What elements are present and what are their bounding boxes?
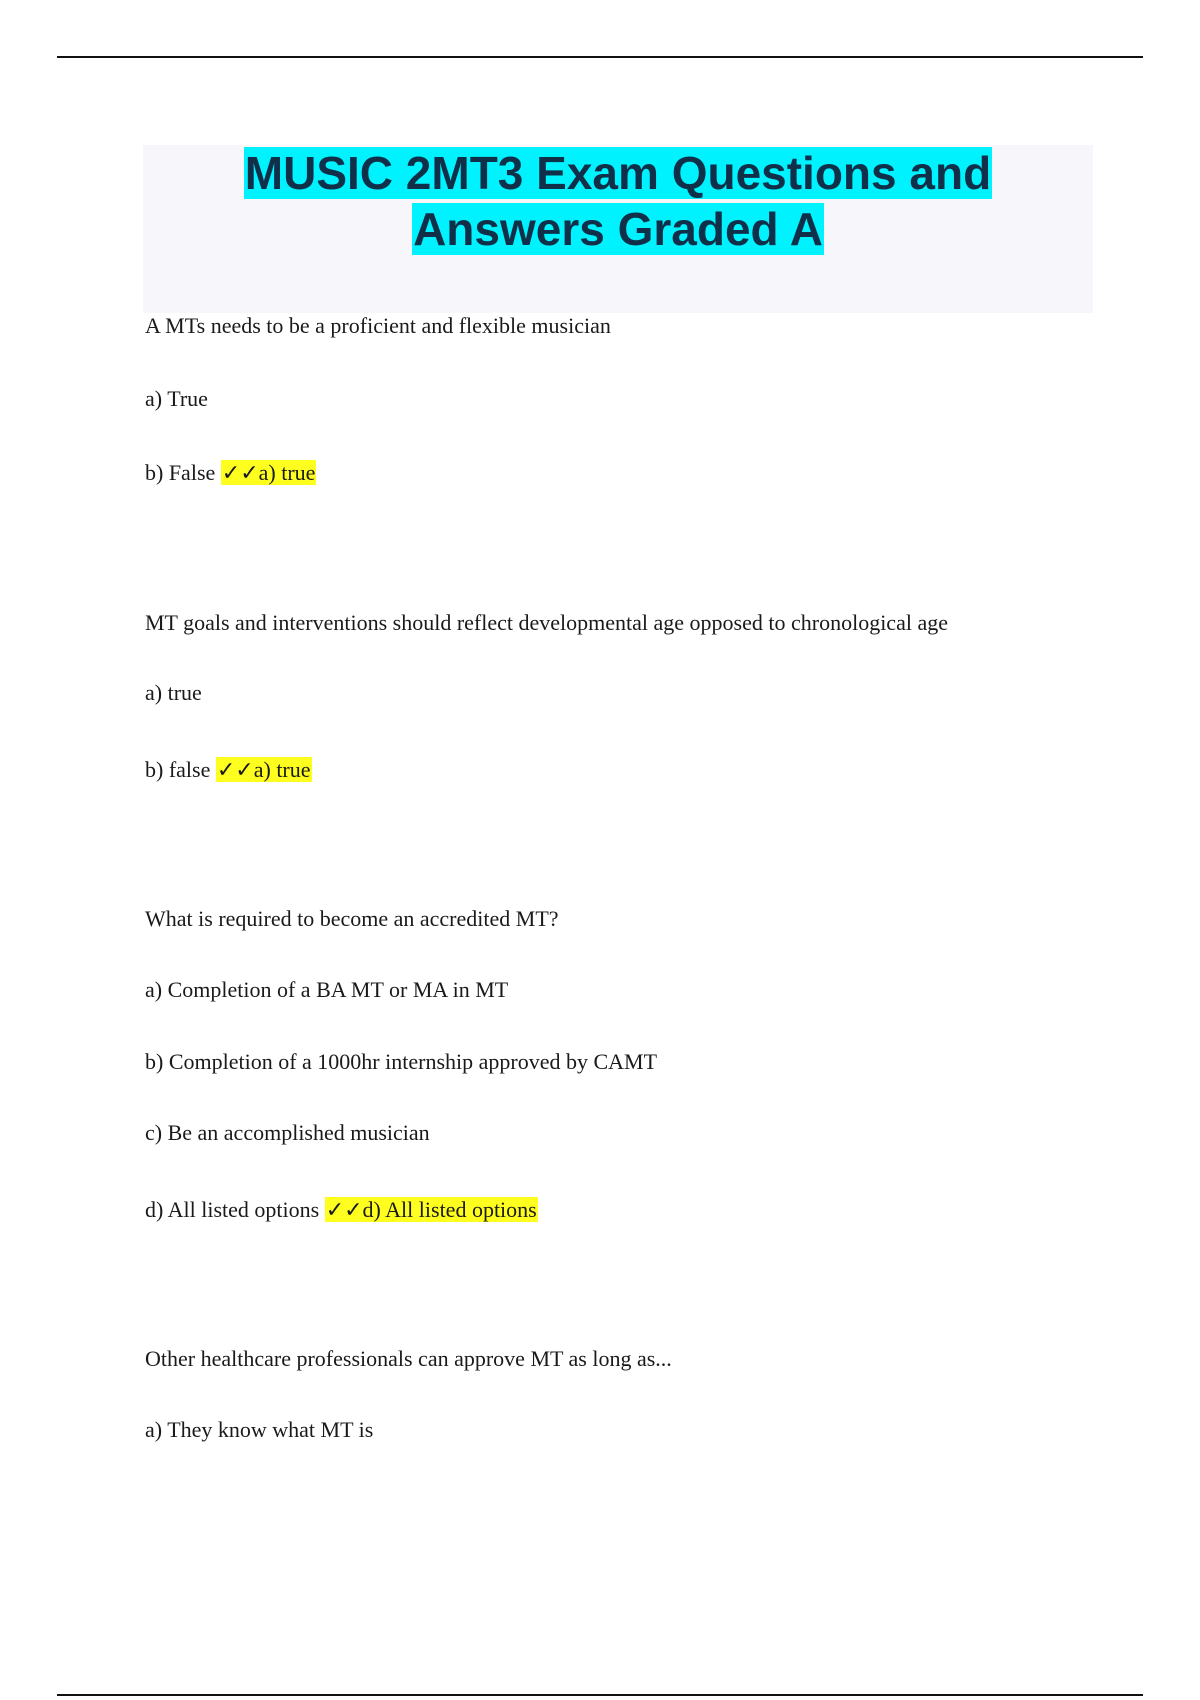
question-3-option-b: b) Completion of a 1000hr internship approved by CAMT: [145, 1049, 658, 1074]
header-rule: [57, 56, 1143, 58]
question-3-option-d-line: [145, 1196, 538, 1224]
document-title: [143, 145, 1093, 257]
question-2-answer: ✓✓a) true: [216, 757, 311, 782]
question-2-text: MT goals and interventions should reflect developmental age opposed to chronological age: [145, 610, 948, 635]
question-1-text: A MTs needs to be a proficient and flexible musician: [145, 313, 611, 338]
question-2-option-a: a) true: [145, 680, 202, 705]
question-1-option-a: a) True: [145, 386, 208, 411]
title-line-2: Answers Graded A: [413, 203, 823, 255]
question-2-option-b-line: [145, 756, 312, 784]
question-2-option-b: b) false: [145, 757, 211, 782]
question-3-text: What is required to become an accredited MT?: [145, 906, 559, 931]
question-3-answer: ✓✓d) All listed options: [325, 1197, 537, 1222]
question-4-option-a: a) They know what MT is: [145, 1417, 374, 1442]
title-line-1: MUSIC 2MT3 Exam Questions and: [244, 147, 992, 199]
question-1-answer: ✓✓a) true: [221, 460, 316, 485]
question-4-text: Other healthcare professionals can approve MT as long as...: [145, 1346, 672, 1371]
footer-rule: [57, 1694, 1143, 1696]
question-1-option-b: b) False: [145, 460, 216, 485]
title-block: [143, 145, 1093, 313]
question-3-option-a: a) Completion of a BA MT or MA in MT: [145, 977, 509, 1002]
question-3-option-c: c) Be an accomplished musician: [145, 1120, 430, 1145]
question-1-option-b-line: [145, 459, 316, 487]
question-3-option-d: d) All listed options: [145, 1197, 320, 1222]
